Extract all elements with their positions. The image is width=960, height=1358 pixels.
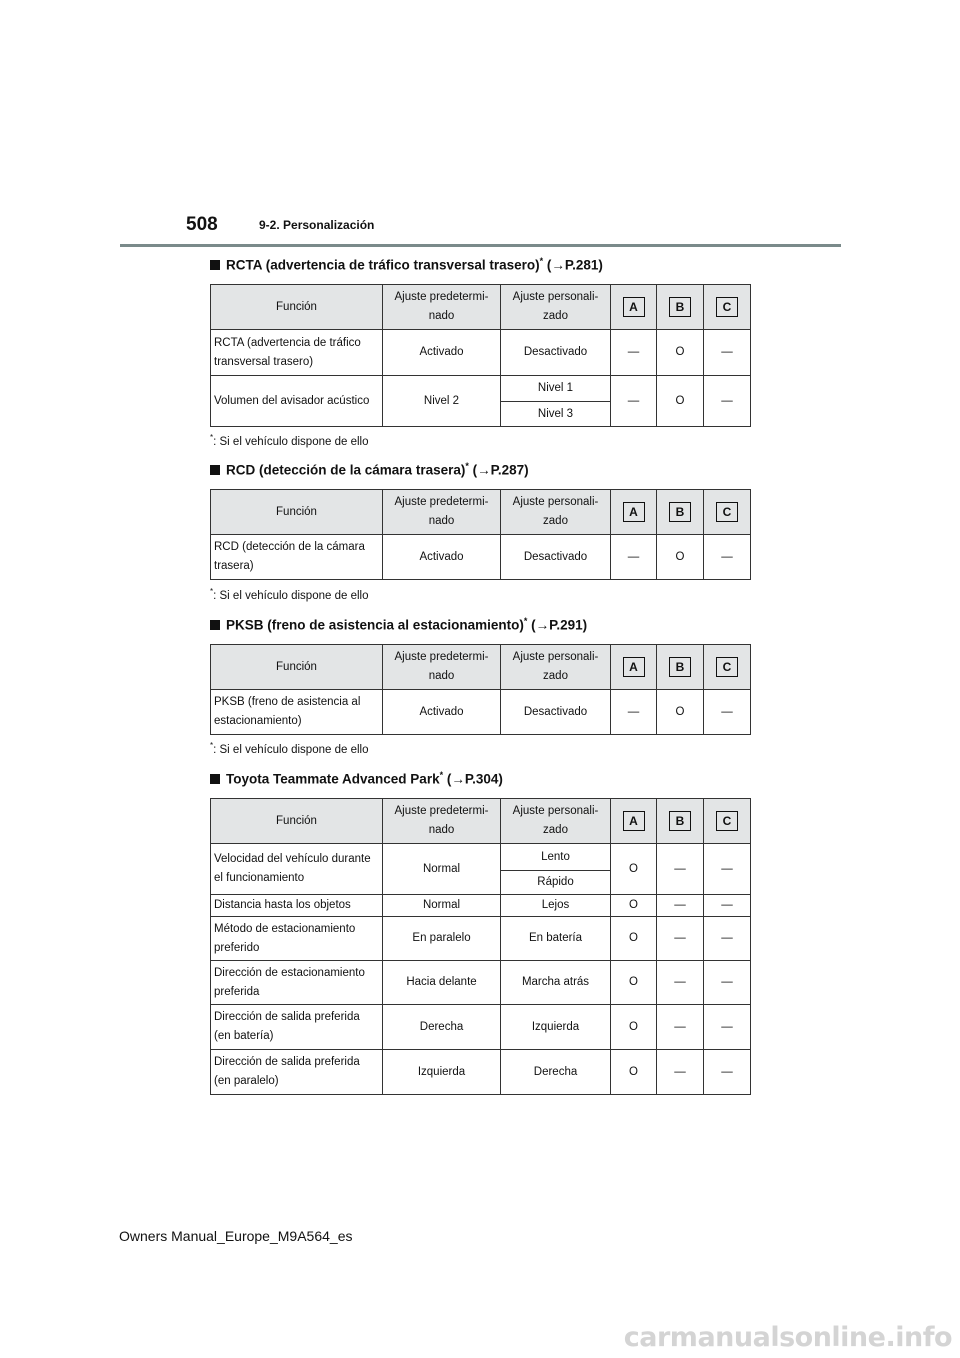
settings-table <box>210 489 751 580</box>
page-reference: (→P.304) <box>443 771 503 787</box>
section-title <box>210 256 603 273</box>
column-header-b <box>657 285 704 330</box>
footnote-marker: * <box>210 433 214 442</box>
default-setting-cell: Activado <box>383 690 501 735</box>
column-header-b <box>657 490 704 535</box>
table-row <box>211 844 751 871</box>
table-header-row <box>211 799 751 844</box>
column-header-a <box>611 645 657 690</box>
function-cell: Distancia hasta los objetos <box>211 895 383 917</box>
column-header-funcion <box>211 799 383 844</box>
custom-setting-cell: Nivel 3 <box>501 402 611 427</box>
function-cell: Método de estacionamiento preferido <box>211 917 383 961</box>
function-cell: PKSB (freno de asistencia al estacionamiento) <box>211 690 383 735</box>
method-c-cell: — <box>704 690 751 735</box>
column-header-label: Función <box>276 814 317 827</box>
method-b-cell: — <box>657 917 704 961</box>
method-a-cell: O <box>611 961 657 1005</box>
table-row <box>211 376 751 402</box>
column-header-label: Función <box>276 300 317 313</box>
table-header-row <box>211 645 751 690</box>
method-b-cell: O <box>657 690 704 735</box>
column-header-a <box>611 490 657 535</box>
column-header-label: Ajuste predetermi-nado <box>394 291 489 322</box>
table-row <box>211 1050 751 1095</box>
table-row <box>211 961 751 1005</box>
section-title-text: RCTA (advertencia de tráfico transversal trasero) <box>226 257 540 273</box>
column-letter-box: B <box>669 297 691 317</box>
method-c-cell: — <box>704 844 751 895</box>
custom-setting-cell: Lento <box>501 844 611 871</box>
default-setting-cell: Normal <box>383 895 501 917</box>
column-header-label: Ajuste predetermi-nado <box>394 496 489 527</box>
column-letter-box: C <box>716 811 738 831</box>
method-a-cell: O <box>611 844 657 895</box>
default-setting-cell: En paralelo <box>383 917 501 961</box>
method-a-cell: O <box>611 1005 657 1050</box>
column-header-label: Ajuste personali-zado <box>512 291 599 322</box>
column-letter-box: A <box>623 811 645 831</box>
table-header-row <box>211 490 751 535</box>
column-header-c <box>704 285 751 330</box>
column-header-funcion <box>211 490 383 535</box>
method-a-cell: — <box>611 535 657 580</box>
table-header-row <box>211 285 751 330</box>
column-header-label: Función <box>276 505 317 518</box>
default-setting-cell: Izquierda <box>383 1050 501 1095</box>
footnote-marker: * <box>210 587 214 596</box>
column-header-c <box>704 645 751 690</box>
custom-setting-cell: Desactivado <box>501 690 611 735</box>
column-header-ajuste-predeterminado <box>383 799 501 844</box>
column-header-ajuste-personalizado <box>501 285 611 330</box>
settings-table <box>210 284 751 427</box>
column-letter-box: C <box>716 297 738 317</box>
default-setting-cell: Nivel 2 <box>383 376 501 427</box>
footnote-text: : Si el vehículo dispone de ello <box>213 589 369 602</box>
method-b-cell: — <box>657 1005 704 1050</box>
footnote-text: : Si el vehículo dispone de ello <box>213 743 369 756</box>
method-c-cell: — <box>704 917 751 961</box>
method-a-cell: O <box>611 895 657 917</box>
footer-text: Owners Manual_Europe_M9A564_es <box>119 1228 353 1244</box>
custom-setting-cell: Lejos <box>501 895 611 917</box>
column-header-funcion <box>211 645 383 690</box>
column-header-ajuste-personalizado <box>501 490 611 535</box>
column-header-ajuste-personalizado <box>501 799 611 844</box>
column-letter-box: A <box>623 297 645 317</box>
column-header-b <box>657 645 704 690</box>
function-cell: Velocidad del vehículo durante el funcionamiento <box>211 844 383 895</box>
default-setting-cell: Activado <box>383 330 501 376</box>
settings-table <box>210 644 751 735</box>
column-header-label: Ajuste predetermi-nado <box>394 651 489 682</box>
method-a-cell: — <box>611 376 657 427</box>
custom-setting-cell: Desactivado <box>501 535 611 580</box>
header-divider <box>120 244 841 247</box>
method-c-cell: — <box>704 1005 751 1050</box>
column-letter-box: B <box>669 657 691 677</box>
function-cell: Dirección de estacionamiento preferida <box>211 961 383 1005</box>
method-b-cell: — <box>657 961 704 1005</box>
method-a-cell: — <box>611 330 657 376</box>
column-header-a <box>611 799 657 844</box>
function-cell: Volumen del avisador acústico <box>211 376 383 427</box>
function-cell: Dirección de salida preferida (en paralelo) <box>211 1050 383 1095</box>
footnote-marker: * <box>439 770 444 780</box>
default-setting-cell: Normal <box>383 844 501 895</box>
page-reference: (→P.291) <box>527 617 588 633</box>
method-b-cell: — <box>657 844 704 895</box>
column-letter-box: A <box>623 502 645 522</box>
footnote-marker: * <box>210 741 214 750</box>
section-title-text: Toyota Teammate Advanced Park <box>226 771 440 787</box>
method-b-cell: — <box>657 895 704 917</box>
custom-setting-cell: Desactivado <box>501 330 611 376</box>
custom-setting-cell: Izquierda <box>501 1005 611 1050</box>
method-c-cell: — <box>704 895 751 917</box>
section-title-text: RCD (detección de la cámara trasera) <box>226 462 466 478</box>
default-setting-cell: Hacia delante <box>383 961 501 1005</box>
column-letter-box: C <box>716 502 738 522</box>
chapter-title: 9-2. Personalización <box>259 218 375 232</box>
method-c-cell: — <box>704 961 751 1005</box>
method-a-cell: O <box>611 1050 657 1095</box>
default-setting-cell: Derecha <box>383 1005 501 1050</box>
column-header-a <box>611 285 657 330</box>
footnote <box>210 587 368 602</box>
column-letter-box: A <box>623 657 645 677</box>
method-a-cell: — <box>611 690 657 735</box>
function-cell: Dirección de salida preferida (en batería) <box>211 1005 383 1050</box>
column-header-ajuste-personalizado <box>501 645 611 690</box>
page-reference: (→P.281) <box>543 257 603 273</box>
function-cell: RCD (detección de la cámara trasera) <box>211 535 383 580</box>
default-setting-cell: Activado <box>383 535 501 580</box>
settings-table <box>210 798 751 1095</box>
page-reference: (→P.287) <box>468 462 529 478</box>
table-row <box>211 690 751 735</box>
method-b-cell: — <box>657 1050 704 1095</box>
column-header-ajuste-predeterminado <box>383 285 501 330</box>
method-c-cell: — <box>704 376 751 427</box>
square-bullet-icon <box>210 620 220 630</box>
function-cell: RCTA (advertencia de tráfico transversal trasero) <box>211 330 383 376</box>
column-header-label: Ajuste personali-zado <box>512 805 599 836</box>
section-title <box>210 461 529 478</box>
method-b-cell: O <box>657 376 704 427</box>
column-header-label: Función <box>276 660 317 673</box>
footnote-marker: * <box>539 256 544 266</box>
column-header-b <box>657 799 704 844</box>
custom-setting-cell: Nivel 1 <box>501 376 611 402</box>
table-row <box>211 895 751 917</box>
custom-setting-cell: En batería <box>501 917 611 961</box>
section-title <box>210 770 503 787</box>
method-b-cell: O <box>657 535 704 580</box>
column-header-label: Ajuste personali-zado <box>512 651 599 682</box>
page-number: 508 <box>186 214 218 235</box>
method-b-cell: O <box>657 330 704 376</box>
table-row <box>211 1005 751 1050</box>
column-header-c <box>704 490 751 535</box>
column-header-ajuste-predeterminado <box>383 645 501 690</box>
section-title <box>210 616 587 633</box>
table-row <box>211 917 751 961</box>
column-letter-box: B <box>669 502 691 522</box>
column-letter-box: C <box>716 657 738 677</box>
table-row <box>211 535 751 580</box>
column-header-label: Ajuste predetermi-nado <box>394 805 489 836</box>
square-bullet-icon <box>210 260 220 270</box>
section-title-text: PKSB (freno de asistencia al estacionamiento) <box>226 617 524 633</box>
square-bullet-icon <box>210 465 220 475</box>
method-c-cell: — <box>704 1050 751 1095</box>
footnote-marker: * <box>523 616 528 626</box>
footnote-marker: * <box>465 461 469 471</box>
method-c-cell: — <box>704 330 751 376</box>
square-bullet-icon <box>210 774 220 784</box>
footnote-text: : Si el vehículo dispone de ello <box>213 435 369 448</box>
watermark: carmanualsonline.info <box>623 1322 952 1353</box>
custom-setting-cell: Marcha atrás <box>501 961 611 1005</box>
table-row <box>211 330 751 376</box>
footnote <box>210 433 368 448</box>
method-a-cell: O <box>611 917 657 961</box>
column-header-funcion <box>211 285 383 330</box>
custom-setting-cell: Rápido <box>501 871 611 895</box>
column-header-ajuste-predeterminado <box>383 490 501 535</box>
column-header-label: Ajuste personali-zado <box>512 496 599 527</box>
column-letter-box: B <box>669 811 691 831</box>
column-header-c <box>704 799 751 844</box>
method-c-cell: — <box>704 535 751 580</box>
footnote <box>210 741 368 756</box>
custom-setting-cell: Derecha <box>501 1050 611 1095</box>
